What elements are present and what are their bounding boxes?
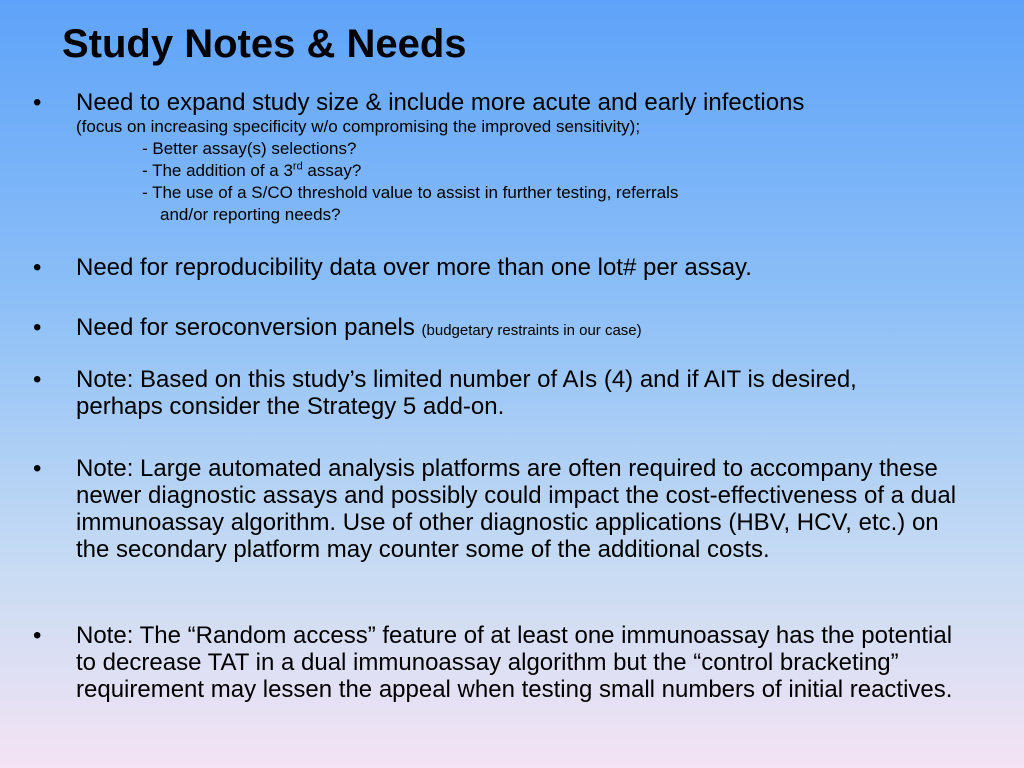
bullet-marker: • xyxy=(33,89,42,116)
bullet-main-text: Note: Based on this study’s limited number of AIs (4) and if AIT is desired, perhaps consider the Strategy 5 add-on. xyxy=(76,366,857,420)
bullet-main-text: Note: Large automated analysis platforms are often required to accompany these newer diagnostic assays and possibly could impact the cost-effectiveness of a dual immunoassay algorithm. Use of other diagnostic applications (HBV, HCV, etc.) on the secondary platform may counter some of the additional costs. xyxy=(76,455,957,563)
bullet-aside: (budgetary restraints in our case) xyxy=(421,322,642,339)
sub-item: - The use of a S/CO threshold value to assist in further testing, referrals xyxy=(142,183,679,202)
sub-item: - Better assay(s) selections? xyxy=(142,139,357,158)
bullet-main-text: Note: The “Random access” feature of at least one immunoassay has the potential to decrease TAT in a dual immunoassay algorithm but the “control bracketing” requirement may lessen the appeal when testing small numbers of initial reactives. xyxy=(76,622,953,703)
bullet-marker: • xyxy=(33,254,42,281)
bullet-marker: • xyxy=(33,366,42,393)
bullet-main-text: Need for seroconversion panels xyxy=(76,314,415,341)
bullet-main-text: Need for reproducibility data over more than one lot# per assay. xyxy=(76,254,752,281)
sub-item-continuation: and/or reporting needs? xyxy=(160,205,341,224)
bullet-marker: • xyxy=(33,314,42,341)
bullet-marker: • xyxy=(33,622,42,649)
sub-item: - The addition of a 3rd assay? xyxy=(142,160,362,180)
bullet-main-text: Need to expand study size & include more acute and early infections xyxy=(76,89,805,116)
bullet-note: (focus on increasing specificity w/o compromising the improved sensitivity); xyxy=(76,117,641,136)
slide-title: Study Notes & Needs xyxy=(62,22,467,66)
bullet-marker: • xyxy=(33,455,42,482)
